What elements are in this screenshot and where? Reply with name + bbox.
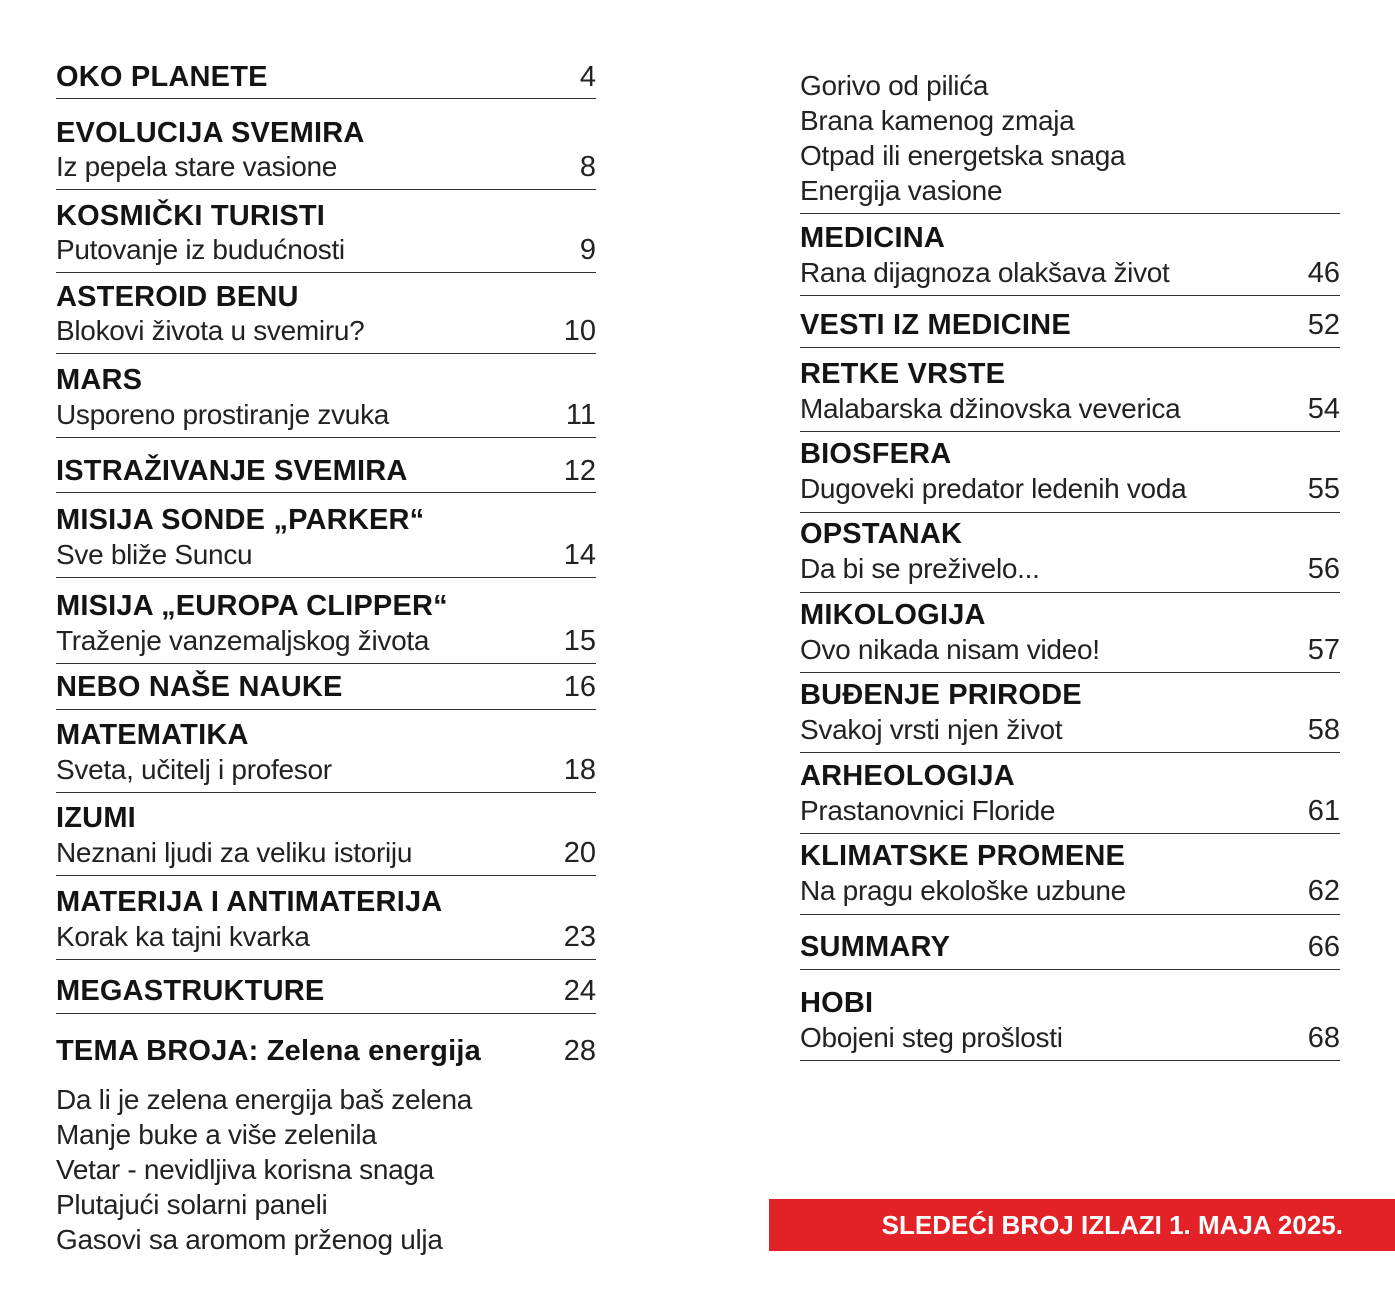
section-title: ISTRAŽIVANJE SVEMIRA [56, 455, 408, 487]
toc-entry-klimatske-promene[interactable] [800, 838, 1340, 915]
toc-entry-matematika[interactable] [56, 716, 596, 793]
toc-entry-retke-vrste[interactable] [800, 355, 1340, 432]
section-title: ASTEROID BENU [56, 281, 299, 313]
page-number: 28 [563, 1035, 596, 1067]
toc-entry-evolucija-svemira[interactable] [56, 114, 596, 190]
article-item[interactable]: Plutajući solarni paneli [56, 1189, 328, 1220]
section-title: OKO PLANETE [56, 61, 268, 93]
section-title: MARS [56, 364, 143, 396]
article-item[interactable]: Manje buke a više zelenila [56, 1119, 377, 1150]
article-subtitle: Iz pepela stare vasione [56, 151, 338, 182]
page-number: 61 [1307, 795, 1340, 827]
article-subtitle: Rana dijagnoza olakšava život [800, 257, 1170, 288]
section-title: OPSTANAK [800, 518, 963, 550]
toc-entry-oko-planete[interactable] [56, 58, 596, 99]
article-item[interactable]: Otpad ili energetska snaga [800, 140, 1126, 171]
article-subtitle: Sveta, učitelj i profesor [56, 754, 332, 785]
article-subtitle: Da bi se preživelo... [800, 553, 1040, 584]
section-title: MIKOLOGIJA [800, 599, 986, 631]
section-title: VESTI IZ MEDICINE [800, 309, 1071, 341]
page-number: 14 [563, 539, 596, 571]
page-number: 4 [579, 61, 596, 93]
page-number: 56 [1307, 553, 1340, 585]
toc-entry-megastrukture[interactable] [56, 972, 596, 1014]
toc-entry-istrazivanje-svemira[interactable] [56, 452, 596, 493]
section-title: ARHEOLOGIJA [800, 760, 1015, 792]
article-item[interactable]: Energija vasione [800, 175, 1003, 206]
section-title: EVOLUCIJA SVEMIRA [56, 117, 365, 149]
article-subtitle: Neznani ljudi za veliku istoriju [56, 837, 413, 868]
page-number: 62 [1307, 875, 1340, 907]
section-title: IZUMI [56, 802, 136, 834]
page-number: 24 [563, 975, 596, 1007]
page-number: 54 [1307, 393, 1340, 425]
toc-entry-kosmicki-turisti[interactable] [56, 198, 596, 273]
toc-entry-nebo-nase-nauke[interactable] [56, 668, 596, 710]
article-subtitle: Malabarska džinovska veverica [800, 393, 1181, 424]
tema-broja-article-list [56, 1082, 596, 1257]
article-subtitle: Obojeni steg prošlosti [800, 1022, 1063, 1053]
article-item[interactable]: Brana kamenog zmaja [800, 105, 1075, 136]
article-subtitle: Blokovi života u svemiru? [56, 315, 365, 346]
section-title: MISIJA SONDE „PARKER“ [56, 504, 425, 536]
toc-entry-mars[interactable] [56, 362, 596, 438]
section-title: KLIMATSKE PROMENE [800, 840, 1126, 872]
article-subtitle: Na pragu ekološke uzbune [800, 875, 1126, 906]
next-issue-banner: SLEDEĆI BROJ IZLAZI 1. MAJA 2025. [769, 1199, 1395, 1251]
toc-entry-mikologija[interactable] [800, 597, 1340, 673]
section-title: BUĐENJE PRIRODE [800, 679, 1082, 711]
page-number: 9 [579, 234, 596, 266]
section-title: TEMA BROJA: Zelena energija [56, 1035, 481, 1067]
article-subtitle: Traženje vanzemaljskog života [56, 625, 430, 656]
article-subtitle: Svakoj vrsti njen život [800, 714, 1063, 745]
toc-entry-misija-parker[interactable] [56, 502, 596, 578]
toc-entry-materija-i-antimaterija[interactable] [56, 883, 596, 960]
toc-entry-medicina[interactable] [800, 220, 1340, 296]
section-title: MATEMATIKA [56, 719, 249, 751]
section-title: HOBI [800, 987, 874, 1019]
toc-entry-tema-broja[interactable] [56, 1032, 596, 1072]
section-title: KOSMIČKI TURISTI [56, 200, 326, 232]
page-number: 8 [579, 151, 596, 183]
section-title: MEGASTRUKTURE [56, 975, 325, 1007]
article-subtitle: Korak ka tajni kvarka [56, 921, 310, 952]
page-number: 16 [563, 671, 596, 703]
tema-broja-article-list-continued [800, 68, 1340, 214]
article-subtitle: Prastanovnici Floride [800, 795, 1056, 826]
page-number: 15 [563, 625, 596, 657]
article-subtitle: Sve bliže Suncu [56, 539, 253, 570]
article-subtitle: Usporeno prostiranje zvuka [56, 399, 390, 430]
section-title: MISIJA „EUROPA CLIPPER“ [56, 590, 448, 622]
page-number: 23 [563, 921, 596, 953]
section-title: MEDICINA [800, 222, 945, 254]
toc-entry-summary[interactable] [800, 928, 1340, 970]
toc-entry-misija-europa-clipper[interactable] [56, 588, 596, 664]
toc-entry-hobi[interactable] [800, 985, 1340, 1061]
section-title: BIOSFERA [800, 438, 952, 470]
article-item[interactable]: Vetar - nevidljiva korisna snaga [56, 1154, 434, 1185]
toc-entry-opstanak[interactable] [800, 516, 1340, 593]
article-item[interactable]: Da li je zelena energija baš zelena [56, 1084, 472, 1115]
toc-entry-asteroid-benu[interactable] [56, 279, 596, 354]
toc-entry-izumi[interactable] [56, 799, 596, 876]
article-subtitle: Dugoveki predator ledenih voda [800, 473, 1187, 504]
section-title: SUMMARY [800, 931, 951, 963]
toc-entry-biosfera[interactable] [800, 436, 1340, 513]
section-title: MATERIJA I ANTIMATERIJA [56, 886, 443, 918]
toc-entry-vesti-iz-medicine[interactable] [800, 306, 1340, 348]
article-item[interactable]: Gorivo od pilića [800, 70, 989, 101]
page-number: 18 [563, 754, 596, 786]
page-number: 52 [1307, 309, 1340, 341]
page-number: 68 [1307, 1022, 1340, 1054]
article-item[interactable]: Gasovi sa aromom prženog ulja [56, 1224, 443, 1255]
section-title: NEBO NAŠE NAUKE [56, 671, 343, 703]
toc-entry-budjenje-prirode[interactable] [800, 677, 1340, 753]
page-number: 57 [1307, 634, 1340, 666]
page-number: 58 [1307, 714, 1340, 746]
section-title: RETKE VRSTE [800, 358, 1006, 390]
page-number: 66 [1307, 931, 1340, 963]
page-number: 11 [565, 399, 596, 431]
article-subtitle: Ovo nikada nisam video! [800, 634, 1100, 665]
page-number: 12 [563, 455, 596, 487]
page-number: 46 [1307, 257, 1340, 289]
page-number: 10 [563, 315, 596, 347]
page-number: 20 [563, 837, 596, 869]
page-number: 55 [1307, 473, 1340, 505]
toc-entry-arheologija[interactable] [800, 758, 1340, 834]
article-subtitle: Putovanje iz budućnosti [56, 234, 345, 265]
